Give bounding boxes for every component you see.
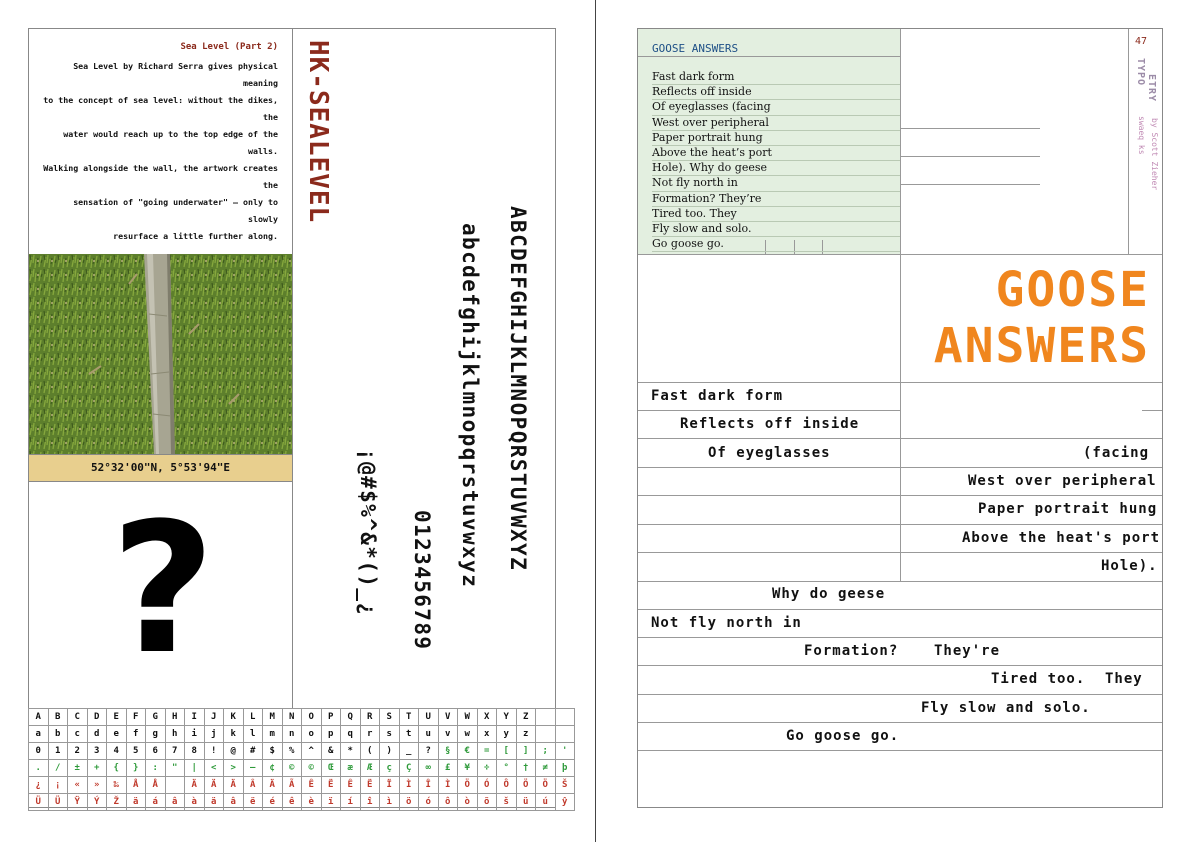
character-cell: V [438, 709, 458, 726]
character-cell [536, 726, 556, 743]
grid-line [900, 156, 1040, 157]
character-cell: = [477, 743, 497, 760]
character-cell: á [146, 794, 166, 811]
character-cell: } [126, 760, 146, 777]
character-cell: | [185, 760, 205, 777]
character-cell: l [243, 726, 263, 743]
character-cell: " [165, 760, 185, 777]
character-cell: Å [126, 777, 146, 794]
character-cell: u [419, 726, 439, 743]
character-cell: Ÿ [68, 794, 88, 811]
body-line: sensation of "going underwater" – only to slowly [73, 197, 278, 224]
character-cell: Ä [204, 777, 224, 794]
character-cell: Ô [497, 777, 517, 794]
character-cell: j [204, 726, 224, 743]
character-cell: ' [555, 743, 575, 760]
small-poem-line: Formation? They’re [652, 192, 900, 207]
character-cell: ¡ [48, 777, 68, 794]
character-cell: S [380, 709, 400, 726]
big-question-mark: ? [110, 485, 216, 694]
small-poem-line: Hole). Why do geese [652, 161, 900, 176]
character-cell: b [48, 726, 68, 743]
grid-line [638, 56, 900, 57]
character-cell: â [224, 794, 244, 811]
display-line: They [1105, 671, 1143, 687]
grid-line [1142, 410, 1162, 411]
display-line: Hole). [1101, 558, 1158, 574]
character-cell: a [29, 726, 49, 743]
character-cell: 2 [68, 743, 88, 760]
grid-line [638, 524, 1162, 525]
character-cell: i [185, 726, 205, 743]
character-cell: Z [516, 709, 536, 726]
grid-line [638, 722, 1162, 723]
grid-line [638, 609, 1162, 610]
running-header-typo: TYPO [1135, 58, 1146, 87]
character-cell: Ä [263, 777, 283, 794]
character-cell: + [87, 760, 107, 777]
character-cell: † [516, 760, 536, 777]
character-cell: þ [555, 760, 575, 777]
character-cell: Œ [321, 760, 341, 777]
character-cell: v [438, 726, 458, 743]
character-cell [165, 777, 185, 794]
character-cell: ? [419, 743, 439, 760]
display-line: They're [934, 643, 1001, 659]
specimen-lowercase: abcdefghijklmnopqrstuvwxyz [458, 223, 482, 589]
body-line: Sea Level by Richard Serra gives physical meaning [73, 61, 278, 88]
character-cell: 7 [165, 743, 185, 760]
body-line: to the concept of sea level: without the dikes, the [43, 95, 278, 122]
character-cell: y [497, 726, 517, 743]
character-cell: Â [243, 777, 263, 794]
character-cell: : [146, 760, 166, 777]
character-cell: ä [126, 794, 146, 811]
display-line: Fast dark form [651, 388, 784, 404]
character-cell: ç [380, 760, 400, 777]
character-cell: C [68, 709, 88, 726]
spread-divider [595, 0, 596, 842]
character-cell: m [263, 726, 283, 743]
character-cell: â [165, 794, 185, 811]
character-cell: J [204, 709, 224, 726]
character-cell: c [68, 726, 88, 743]
character-cell: z [516, 726, 536, 743]
character-cell: s [380, 726, 400, 743]
character-cell: O [302, 709, 322, 726]
character-cell: Ö [516, 777, 536, 794]
grid-line [638, 410, 900, 411]
character-cell: X [477, 709, 497, 726]
character-cell: t [399, 726, 419, 743]
character-cell: Q [341, 709, 361, 726]
character-cell: ÷ [477, 760, 497, 777]
vertical-title [303, 40, 343, 260]
character-cell: Ê [302, 777, 322, 794]
character-cell: Ö [536, 777, 556, 794]
character-cell: Ë [360, 777, 380, 794]
character-cell: 6 [146, 743, 166, 760]
grid-line [638, 495, 1162, 496]
small-poem-line: Go goose go. [652, 237, 900, 252]
character-cell: æ [341, 760, 361, 777]
character-cell: Æ [360, 760, 380, 777]
character-cell: ¿ [29, 777, 49, 794]
small-poem-line: West over peripheral [652, 116, 900, 131]
display-line: Go goose go. [786, 728, 900, 744]
character-cell: B [48, 709, 68, 726]
character-cell: % [282, 743, 302, 760]
character-cell: ! [204, 743, 224, 760]
character-cell: E [107, 709, 127, 726]
character-cell: { [107, 760, 127, 777]
grid-line [900, 254, 901, 581]
character-cell: M [263, 709, 283, 726]
character-cell: e [107, 726, 127, 743]
small-poem-line: Of eyeglasses (facing [652, 100, 900, 115]
character-cell: Ü [29, 794, 49, 811]
character-cell: Å [146, 777, 166, 794]
character-cell: 1 [48, 743, 68, 760]
grid-line [638, 665, 1162, 666]
character-cell: Ë [321, 777, 341, 794]
character-cell: ê [282, 794, 302, 811]
character-cell: f [126, 726, 146, 743]
character-cell: / [48, 760, 68, 777]
character-cell: Ã [282, 777, 302, 794]
character-cell: * [341, 743, 361, 760]
character-cell: ± [68, 760, 88, 777]
character-cell: N [282, 709, 302, 726]
character-cell: o [302, 726, 322, 743]
character-cell: Ó [477, 777, 497, 794]
character-cell: Ç [399, 760, 419, 777]
character-cell: p [321, 726, 341, 743]
small-poem-line: Not fly north in [652, 176, 900, 191]
character-cell: ; [536, 743, 556, 760]
body-line: resurface a little further along. [113, 231, 278, 241]
character-cell: Y [497, 709, 517, 726]
specimen-uppercase: ABCDEFGHIJKLMNOPQRSTUVWXYZ [506, 206, 530, 572]
character-cell: – [243, 760, 263, 777]
character-cell: ì [380, 794, 400, 811]
character-cell: Ü [48, 794, 68, 811]
character-cell: I [185, 709, 205, 726]
character-cell: ô [438, 794, 458, 811]
display-line: Not fly north in [651, 615, 802, 631]
character-cell: P [321, 709, 341, 726]
vertical-title-text: HK-SEALEVEL [303, 40, 333, 224]
character-cell: ( [360, 743, 380, 760]
character-cell: R [360, 709, 380, 726]
display-line: (facing [1083, 445, 1150, 461]
character-grid-row [29, 743, 575, 760]
grid-line [1128, 29, 1129, 254]
character-cell: n [282, 726, 302, 743]
character-cell: W [458, 709, 478, 726]
character-cell: Ì [438, 777, 458, 794]
display-title-line2: ANSWERS [933, 318, 1150, 374]
character-cell: L [243, 709, 263, 726]
character-cell: ) [380, 743, 400, 760]
character-grid [28, 708, 575, 811]
coordinates-bar: 52°32'00"N, 5°53'94"E [29, 454, 292, 482]
grid-line [638, 467, 1162, 468]
display-line: Why do geese [772, 586, 886, 602]
character-cell: 3 [87, 743, 107, 760]
character-cell: í [341, 794, 361, 811]
character-cell: š [497, 794, 517, 811]
character-cell: Ï [380, 777, 400, 794]
small-poem-title: GOOSE ANSWERS [652, 42, 739, 55]
character-cell: © [302, 760, 322, 777]
display-line: Above the heat's port [962, 530, 1161, 546]
character-cell: g [146, 726, 166, 743]
character-cell: > [224, 760, 244, 777]
character-cell: T [399, 709, 419, 726]
character-cell: é [263, 794, 283, 811]
display-line: Fly slow and solo. [921, 700, 1091, 716]
character-cell: ŷ [555, 794, 575, 811]
character-cell: q [341, 726, 361, 743]
character-cell: » [87, 777, 107, 794]
character-cell: ¢ [263, 760, 283, 777]
grid-line [638, 552, 1162, 553]
display-line: Of eyeglasses [708, 445, 831, 461]
character-cell: . [29, 760, 49, 777]
character-grid-row [29, 726, 575, 743]
character-cell: ö [399, 794, 419, 811]
grid-line [638, 694, 1162, 695]
grid-line [638, 382, 1162, 383]
character-grid-row [29, 777, 575, 794]
character-cell: Ö [458, 777, 478, 794]
grid-line [638, 637, 1162, 638]
character-cell: K [224, 709, 244, 726]
character-grid-row [29, 709, 575, 726]
display-title-line1: GOOSE [995, 262, 1150, 318]
character-grid-row [29, 760, 575, 777]
character-cell: § [438, 743, 458, 760]
character-cell: ë [243, 794, 263, 811]
character-cell: _ [399, 743, 419, 760]
article-subtitle: Sea Level (Part 2) [180, 42, 278, 52]
grid-line [638, 438, 1162, 439]
character-cell: Ä [224, 777, 244, 794]
character-cell [555, 726, 575, 743]
character-cell: ] [516, 743, 536, 760]
character-cell: F [126, 709, 146, 726]
specimen-numerals: 0123456789 [410, 510, 434, 651]
character-cell: H [165, 709, 185, 726]
character-cell: ∞ [419, 760, 439, 777]
character-cell: k [224, 726, 244, 743]
character-cell: d [87, 726, 107, 743]
character-cell: € [458, 743, 478, 760]
small-poem-line: Reflects off inside [652, 85, 900, 100]
small-poem-line: Tired too. They [652, 207, 900, 222]
character-cell: ° [497, 760, 517, 777]
character-grid-row [29, 794, 575, 811]
grid-line [900, 184, 1040, 185]
character-cell: è [302, 794, 322, 811]
character-cell: ï [321, 794, 341, 811]
grid-line [900, 128, 1040, 129]
character-cell: A [29, 709, 49, 726]
display-line: Reflects off inside [680, 416, 860, 432]
character-cell: 8 [185, 743, 205, 760]
specimen-symbols: ¡@#$%^&*()_¿ [356, 448, 380, 617]
character-cell: G [146, 709, 166, 726]
character-cell: ä [204, 794, 224, 811]
character-cell: & [321, 743, 341, 760]
grid-line [638, 750, 1162, 751]
body-line: Walking alongside the wall, the artwork creates the [43, 163, 278, 190]
character-cell: 4 [107, 743, 127, 760]
page-number: 47 [1135, 36, 1148, 47]
small-poem-line: Above the heat’s port [652, 146, 900, 161]
small-poem-line: Paper portrait hung [652, 131, 900, 146]
character-cell: 5 [126, 743, 146, 760]
character-cell: # [243, 743, 263, 760]
character-cell: $ [263, 743, 283, 760]
character-cell: î [360, 794, 380, 811]
display-line: West over peripheral [968, 473, 1157, 489]
character-cell [536, 709, 556, 726]
character-cell: ¥ [458, 760, 478, 777]
running-header-etry: ETRY [1146, 74, 1157, 103]
left-column-divider [292, 28, 293, 708]
character-cell: Ê [341, 777, 361, 794]
character-cell: ^ [302, 743, 322, 760]
sea-level-photo [29, 254, 292, 454]
running-header-author: by Scott Zieher [1150, 118, 1159, 191]
character-cell: © [282, 760, 302, 777]
character-cell: Š [555, 777, 575, 794]
character-cell: < [204, 760, 224, 777]
character-cell: à [185, 794, 205, 811]
small-poem-line: Fast dark form [652, 70, 900, 85]
small-poem-line: Fly slow and solo. [652, 222, 900, 237]
character-cell: r [360, 726, 380, 743]
small-poem [652, 70, 900, 252]
character-cell [555, 709, 575, 726]
character-cell: ü [516, 794, 536, 811]
character-cell: D [87, 709, 107, 726]
character-cell: 0 [29, 743, 49, 760]
running-header-mirror: swaeq ks [1137, 116, 1146, 155]
character-cell: ó [419, 794, 439, 811]
character-cell: £ [438, 760, 458, 777]
grid-line [638, 581, 1162, 582]
character-cell: ‰ [107, 777, 127, 794]
character-cell: @ [224, 743, 244, 760]
display-line: Formation? [804, 643, 899, 659]
character-cell: õ [477, 794, 497, 811]
character-cell: Ý [87, 794, 107, 811]
character-cell: Ì [399, 777, 419, 794]
character-cell: [ [497, 743, 517, 760]
character-cell: « [68, 777, 88, 794]
body-line: water would reach up to the top edge of the walls. [63, 129, 278, 156]
character-cell: ≠ [536, 760, 556, 777]
character-cell: U [419, 709, 439, 726]
display-line: Tired too. [991, 671, 1086, 687]
character-cell: h [165, 726, 185, 743]
character-cell: ò [458, 794, 478, 811]
grid-line [900, 29, 901, 254]
character-cell: Ž [107, 794, 127, 811]
character-cell: w [458, 726, 478, 743]
character-cell: x [477, 726, 497, 743]
character-cell: Ä [185, 777, 205, 794]
character-cell: ú [536, 794, 556, 811]
display-line: Paper portrait hung [978, 501, 1158, 517]
character-cell: Î [419, 777, 439, 794]
article-body [40, 58, 278, 245]
